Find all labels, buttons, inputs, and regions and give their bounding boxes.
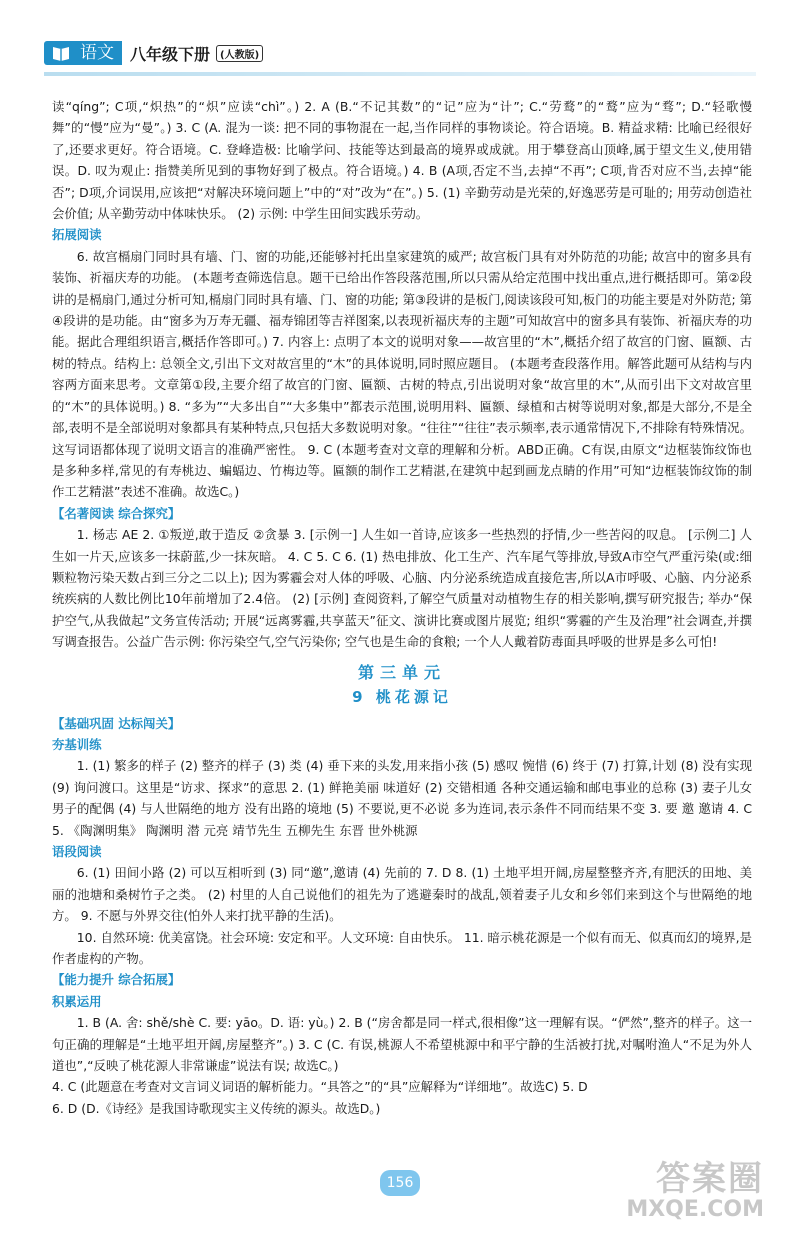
unit-title: 第三单元 [357, 662, 446, 682]
section-heading: 拓展阅读 [52, 227, 102, 243]
lesson-title: 9 桃花源记 [352, 687, 452, 706]
answer-paragraph: 4. C (此题意在考查对文言词义词语的解析能力。“具答之”的“具”应解释为“详细地”。故选C) 5. D [52, 1079, 588, 1095]
answer-paragraph: 6. 故宫槅扇门同时具有墙、门、窗的功能,还能够衬托出皇家建筑的威严; 故宫板门具有对外防范的功能; 故宫中的窗多具有装饰、祈福庆寿的功能。 (本题考查筛选信息。题干已给出作答段落范围,所以只需从给定范围中找出重点,进行概括即可。第②段讲的是槅扇门,通过分析可知,槅扇门同时具有墙、门、窗的功能; 第③段讲的是板门,阅读该段可知,板门的功能主要是对外防范; 第④段讲的是功能。由“窗多为万寿无疆、福寿锦团等吉祥图案,以表现祈福庆寿的主题”可知故宫中的窗多具有装饰、祈福庆寿的功能。据此合理组织语言,概括作答即可。) 7. 内容上: 点明了本文的说明对象——故宫里的“木”,概括介绍了故宫的门窗、匾额、古树的特点。结构上: 总领全文,引出下文对故宫里的“木”的具体说明,同时照应题目。 (本题考查段落作用。解答此题可从结构与内容两方面来思考。文章第①段,主要介绍了故宫的门窗、匾额、古树的特点,引出说明对象“故宫里的木”,从而引出下文对故宫里的“木”的具体说明。) 8. “多为”“大多出自”“大多集中”都表示范围,说明用料、匾额、绿植和古树等说明对象,都是大部分,不是全部,表明不是全部说明对象都具有某种特点,只包括大多数说明对象。“往往”“往往”表示频率,表示通常情况下,不排除有特殊情况。这写词语都体现了说明文语言的准确严密性。 9. C (本题考查对文章的理解和分析。ABD正确。C有误,由原文“边框装饰纹饰也是多种多样,常见的有寿桃边、蝙蝠边、竹梅边等。匾额的制作工艺精湛,在建筑中起到画龙点睛的作用”可知“边框装饰纹饰的制作工艺精湛”表述不准确。故选C。) [52, 248, 752, 500]
answer-paragraph: 读“qíng”; C项,“炽热”的“炽”应读“chì”。) 2. A (B.“不记其数”的“记”应为“计”; C.“劳鹜”的“鹜”应为“骛”; D.“轻歌慢舞”的“慢”应为“曼”。) 3. C (A. 混为一谈: 把不同的事物混在一起,当作同样的事物谈论。符合语境。B. 精益求精: 比喻已经很好了,还要求更好。符合语境。C. 登峰造极: 比喻学问、技能等达到最高的境界或成就。用于攀登高山顶峰,属于望文生义,使用错误。D. 叹为观止: 指赞美所见到的事物好到了极点。符合语境。) 4. B (A项,否定不当,去掉“不再”; C项,肯否对应不当,去掉“能否”; D项,介词误用,应该把“对解决环境问题上”中的“对”改为“在”。) 5. (1) 辛勤劳动是光荣的,好逸恶劳是可耻的; 用劳动创造社会价值; 从辛勤劳动中体味快乐。 (2) 示例: 中学生田间实践乐劳动。 [52, 99, 752, 222]
page-number: 156 [380, 1170, 420, 1196]
band-heading: 【基础巩固 达标闯关】 [52, 715, 181, 731]
band-heading: 【名著阅读 综合探究】 [52, 505, 181, 521]
section-heading: 语段阅读 [52, 844, 102, 859]
edition-badge: (人教版) [216, 45, 263, 62]
section-heading: 积累运用 [52, 993, 102, 1009]
grade-label: 八年级下册 [130, 44, 211, 64]
answer-paragraph: 1. B (A. 舍: shě/shè C. 要: yāo。D. 语: yù。) 2. B (“房舍都是同一样式,很相像”这一理解有误。“俨然”,整齐的样子。这一句正确的理解是“土地平坦开阔,房屋整齐”。) 3. C (C. 有误,桃源人不希望桃源中和平宁静的生活被打扰,对嘱咐渔人“不足为外人道也”,“反映了桃花源人非常谦虚”说法有误; 故选C。) [52, 1015, 752, 1074]
watermark-title: 答案圈 [656, 1159, 764, 1199]
watermark-url: MXQE.COM [626, 1197, 764, 1222]
section-heading: 夯基训练 [52, 736, 102, 752]
header-rule [44, 72, 756, 76]
answer-paragraph: 1. (1) 繁多的样子 (2) 整齐的样子 (3) 类 (4) 垂下来的头发,用来指小孩 (5) 感叹 惋惜 (6) 终于 (7) 打算,计划 (8) 没有实现 (9) 询问渡口。这里是“访求、探求”的意思 2. (1) 鲜艳美丽 味道好 (2) 交错相通 各种交通运输和邮电事业的总称 (3) 妻子儿女 男子的配偶 (4) 与人世隔绝的地方 没有出路的境地 (5) 不要说,更不必说 多为连词,表示条件不同而结果不变 3. 要 邀 邀请 4. C 5. 《陶渊明集》 陶渊明 潜 元亮 靖节先生 五柳先生 东晋 世外桃源 [52, 758, 752, 838]
page-header [44, 38, 263, 68]
band-heading: 【能力提升 综合拓展】 [52, 972, 181, 988]
answer-paragraph: 6. D (D.《诗经》是我国诗歌现实主义传统的源头。故选D。) [52, 1100, 381, 1116]
book-icon [44, 41, 78, 65]
answer-paragraph: 1. 杨志 AE 2. ①叛逆,敢于造反 ②贪暴 3. [示例一] 人生如一首诗,应该多一些热烈的抒情,少一些苦闷的叹息。 [示例二] 人生如一片天,应该多一抹蔚蓝,少一抹灰暗。 4. C 5. C 6. (1) 热电排放、化工生产、汽车尾气等排放,导致A市空气严重污染(或:细颗粒物污染天数占到三分之二以上); 因为雾霾会对人体的呼吸、心脑、内分泌系统造成直接危害,所以A市呼吸、心脑、内分泌系统疾病的人数比例比10年前增加了2.4倍。 (2) [示例] 查阅资料,了解空气质量对动植物生存的相关影响,撰写研究报告; 举办“保护空气,从我做起”文务宣传活动; 开展“远离雾霾,共享蓝天”征文、演讲比赛或图片展览; 组织“雾霾的产生及治理”社会调查,并撰写调查报告。公益广告示例: 你污染空气,空气污染你; 空气也是生命的食粮; 一个人人戴着防毒面具呼吸的世界是多么可怕! [52, 527, 752, 650]
answer-content [52, 96, 752, 1119]
watermark [626, 1160, 764, 1222]
answer-paragraph: 6. (1) 田间小路 (2) 可以互相听到 (3) 同“邀”,邀请 (4) 先前的 7. D 8. (1) 土地平坦开阔,房屋整整齐齐,有肥沃的田地、美丽的池塘和桑树竹子之类。 (2) 村里的人自己说他们的祖先为了逃避秦时的战乱,领着妻子儿女和乡邻们来到这个与世隔绝的地方。 9. 不愿与外界交往(怕外人来打扰平静的生活)。 [52, 865, 752, 924]
subject-label: 语文 [78, 41, 122, 65]
answer-paragraph: 10. 自然环境: 优美富饶。社会环境: 安定和平。人文环境: 自由快乐。 11. 暗示桃花源是一个似有而无、似真而幻的境界,是作者虚构的产物。 [52, 929, 752, 967]
